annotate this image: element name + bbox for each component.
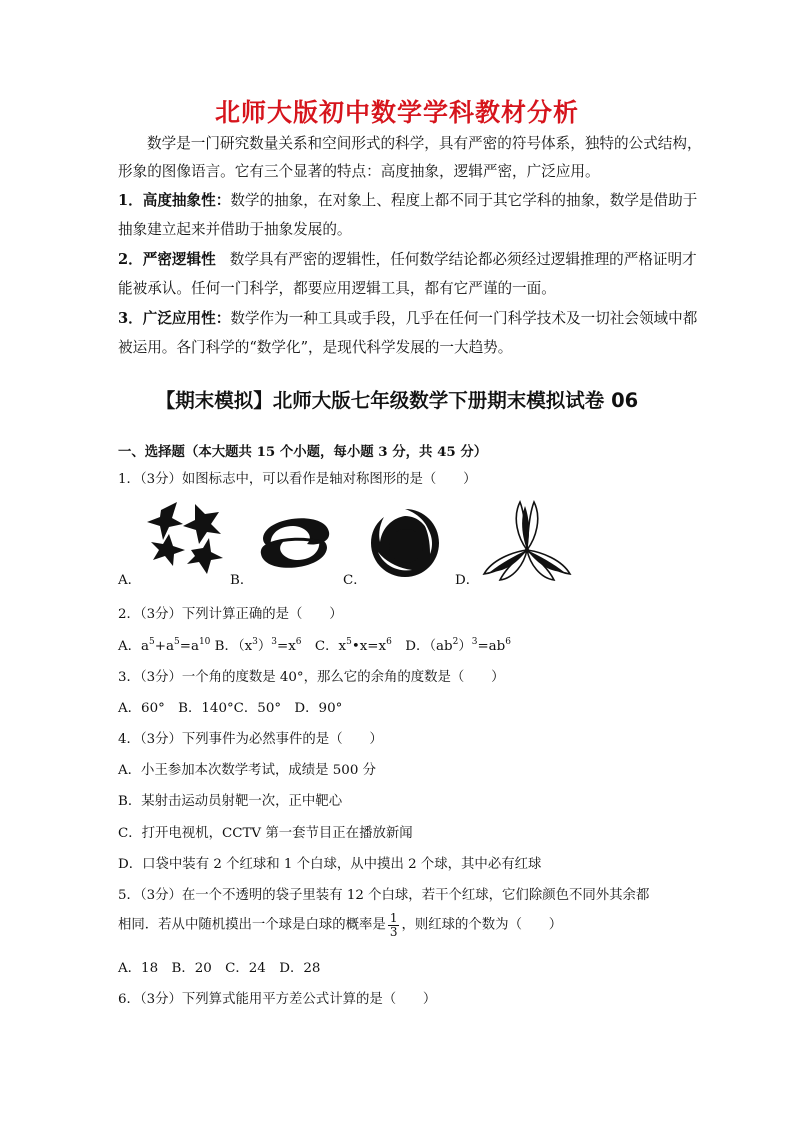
- question-2-options: [118, 635, 511, 654]
- question-5-line-1: 5．（3分）在一个不透明的袋子里装有 12 个白球，若干个红球，它们除颜色不同外其余都: [118, 888, 650, 903]
- question-4-stem: 4．（3分）下列事件为必然事件的是（ ）: [118, 732, 383, 747]
- star-cluster-logo-icon: [143, 500, 227, 580]
- q1-option-c: C．: [343, 573, 367, 588]
- q2-option-a: A．$a^5+a^5=a^{10}$: [118, 637, 211, 654]
- point-1-label: 1．高度抽象性：: [118, 192, 231, 209]
- section-heading: 一、选择题（本大题共 15 个小题，每小题 3 分，共 45 分）: [118, 444, 488, 460]
- point-1-cont: 抽象建立起来并借助于抽象发展的。: [118, 221, 352, 238]
- point-2: [118, 253, 697, 268]
- q1-option-a: A．: [118, 573, 142, 588]
- point-2-text: 数学具有严密的逻辑性，任何数学结论都必须经过逻辑推理的严格证明才: [229, 251, 697, 268]
- point-1-text: 数学的抽象，在对象上、程度上都不同于其它学科的抽象，数学是借助于: [230, 192, 698, 209]
- question-5-options: A．18 B．20 C．24 D．28: [118, 961, 321, 976]
- question-2-stem: 2．（3分）下列计算正确的是（ ）: [118, 607, 343, 622]
- question-3-options: A．60° B．140°C．50° D．90°: [118, 701, 343, 716]
- question-1-stem: 1．（3分）如图标志中，可以看作是轴对称图形的是（ ）: [118, 472, 477, 487]
- exam-title: 【期末模拟】北师大版七年级数学下册期末模拟试卷 06: [155, 389, 639, 412]
- q4-option-d: D．口袋中装有 2 个红球和 1 个白球，从中摸出 2 个球，其中必有红球: [118, 857, 542, 872]
- document-title: 北师大版初中数学学科教材分析: [214, 98, 579, 127]
- q1-option-d: D．: [455, 573, 480, 588]
- probability-fraction: $\frac{1}{3}$: [389, 911, 398, 939]
- q2-option-c: C．$x^5•x=x^6$: [301, 637, 392, 654]
- question-3-stem: 3．（3分）一个角的度数是 40°，那么它的余角的度数是（ ）: [118, 670, 505, 685]
- circle-eye-logo-icon: [368, 506, 442, 580]
- point-1: [118, 194, 697, 209]
- q4-option-b: B．某射击运动员射靶一次，正中靶心: [118, 794, 343, 809]
- trefoil-logo-icon: [478, 498, 576, 582]
- q2-option-b: B．$(x^3)^3=x^6$: [210, 637, 302, 654]
- question-6-stem: 6．（3分）下列算式能用平方差公式计算的是（ ）: [118, 992, 437, 1007]
- intro-line-2: 形象的图像语言。它有三个显著的特点：高度抽象，逻辑严密，广泛应用。: [118, 163, 600, 180]
- point-2-cont: 能被承认。任何一门科学，都要应用逻辑工具，都有它严谨的一面。: [118, 280, 556, 297]
- q1-option-b: B．: [230, 573, 254, 588]
- ring-swoosh-logo-icon: [255, 508, 335, 578]
- point-3-cont: 被运用。各门科学的“数学化”，是现代科学发展的一大趋势。: [118, 339, 513, 356]
- point-3-text: 数学作为一种工具或手段，几乎在任何一门科学技术及一切社会领域中都: [230, 310, 698, 327]
- q4-option-c: C．打开电视机，CCTV 第一套节目正在播放新闻: [118, 826, 413, 841]
- point-2-label: 2．严密逻辑性: [118, 251, 216, 268]
- point-3: [118, 312, 697, 327]
- question-5-line-2: 相同．若从中随机摸出一个球是白球的概率是 $\frac{1}{3}$ ，则红球的个数为（ ）: [118, 911, 563, 939]
- q4-option-a: A．小王参加本次数学考试，成绩是 500 分: [118, 763, 376, 778]
- point-3-label: 3．广泛应用性：: [118, 310, 231, 327]
- q2-option-d: D．$(ab^2)^3=ab^6$: [391, 637, 511, 654]
- intro-line-1: 数学是一门研究数量关系和空间形式的科学，具有严密的符号体系，独特的公式结构，: [147, 135, 702, 152]
